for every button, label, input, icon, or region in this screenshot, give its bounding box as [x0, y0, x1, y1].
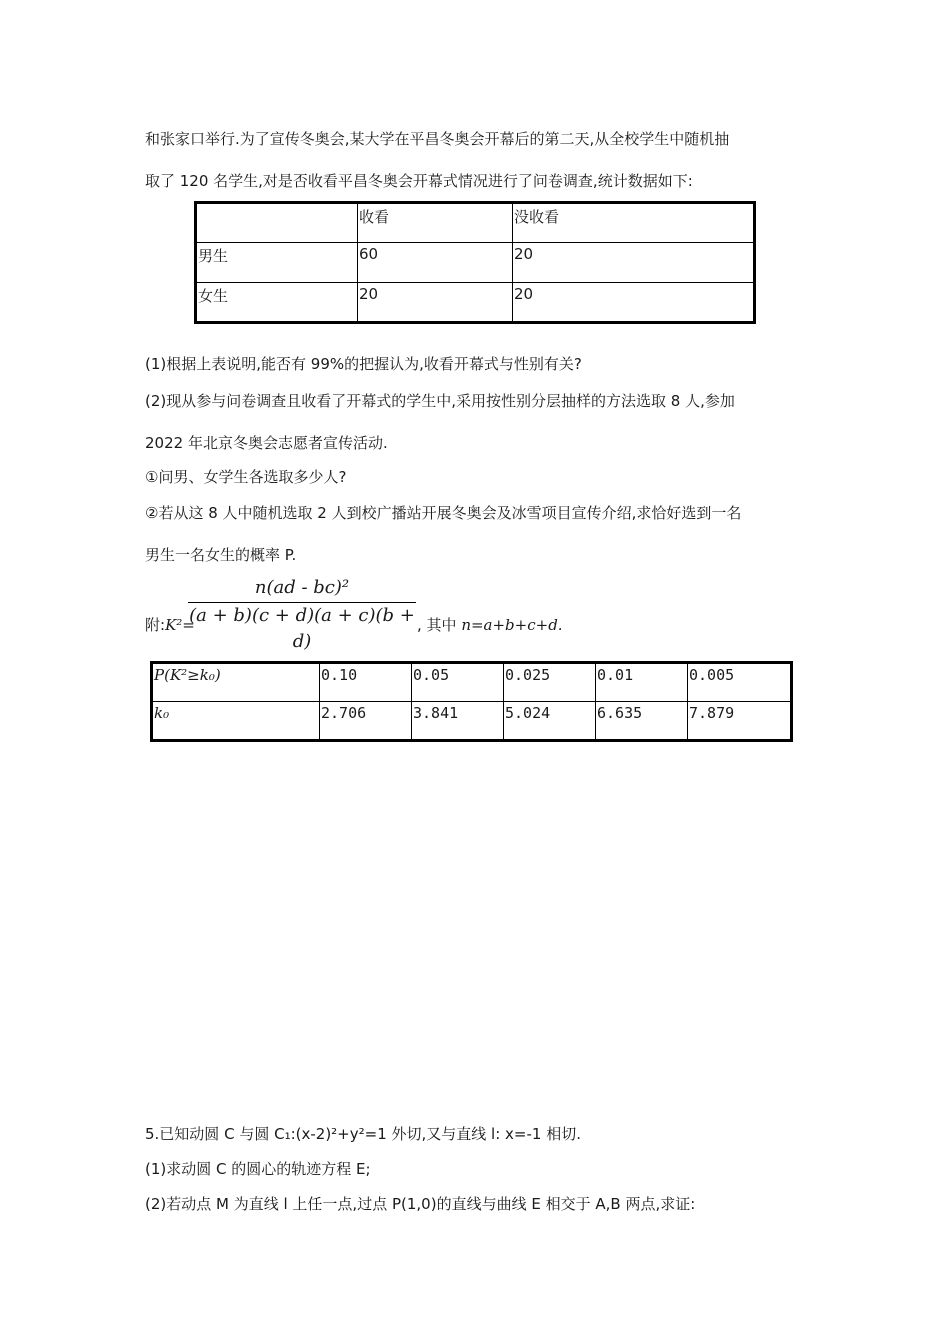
table-cell: 6.635 [596, 702, 688, 741]
formula-suffix [417, 614, 563, 635]
table-row [196, 283, 755, 323]
table-cell: 20 [358, 283, 513, 323]
formula-k2: K²= [165, 616, 195, 634]
table-cell: 收看 [358, 203, 513, 243]
question-2-line-2: 2022 年北京冬奥会志愿者宣传活动. [145, 434, 388, 452]
table-cell: 男生 [196, 243, 358, 283]
table-cell: 2.706 [320, 702, 412, 741]
table-cell: 0.01 [596, 663, 688, 702]
table-cell: 0.05 [412, 663, 504, 702]
table-cell: 0.005 [688, 663, 792, 702]
table-row [152, 663, 792, 702]
table-cell: 20 [513, 243, 755, 283]
table-cell: P(K²≥k₀) [152, 663, 320, 702]
table-cell [196, 203, 358, 243]
formula-fraction [188, 574, 416, 655]
question-2a: ①问男、女学生各选取多少人? [145, 468, 347, 486]
question-1: (1)根据上表说明,能否有 99%的把握认为,收看开幕式与性别有关? [145, 355, 582, 373]
problem-5-line-2: (1)求动圆 C 的圆心的轨迹方程 E; [145, 1160, 371, 1178]
survey-table [194, 201, 756, 324]
problem-5-line-1: 5.已知动圆 C 与圆 C₁:(x-2)²+y²=1 外切,又与直线 l: x=-1 相切. [145, 1125, 581, 1143]
formula-numerator: n(ad - bc)² [254, 577, 350, 598]
table-cell: 0.10 [320, 663, 412, 702]
table-cell: 5.024 [504, 702, 596, 741]
formula-prefix-text: 附: [145, 616, 166, 634]
critical-value-table [150, 661, 793, 742]
table-row [196, 243, 755, 283]
formula-denominator: (a + b)(c + d)(a + c)(b + d) [189, 605, 415, 652]
formula-suffix-text: , 其中 [417, 616, 462, 634]
table-cell: 60 [358, 243, 513, 283]
table-cell: 3.841 [412, 702, 504, 741]
table-cell: 0.025 [504, 663, 596, 702]
table-cell: 没收看 [513, 203, 755, 243]
table-cell: k₀ [152, 702, 320, 741]
question-2b-line-2: 男生一名女生的概率 P. [145, 546, 297, 564]
table-cell: 20 [513, 283, 755, 323]
problem-5-line-3: (2)若动点 M 为直线 l 上任一点,过点 P(1,0)的直线与曲线 E 相交于 A,B 两点,求证: [145, 1195, 696, 1213]
intro-line-2: 取了 120 名学生,对是否收看平昌冬奥会开幕式情况进行了问卷调查,统计数据如下: [145, 172, 693, 190]
table-cell: 女生 [196, 283, 358, 323]
question-2-line-1: (2)现从参与问卷调查且收看了开幕式的学生中,采用按性别分层抽样的方法选取 8 人,参加 [145, 392, 735, 410]
formula-where: n=a+b+c+d. [461, 616, 563, 634]
table-cell: 7.879 [688, 702, 792, 741]
table-row [196, 203, 755, 243]
table-row [152, 702, 792, 741]
question-2b-line-1: ②若从这 8 人中随机选取 2 人到校广播站开展冬奥会及冰雪项目宣传介绍,求恰好选到一名 [145, 504, 742, 522]
intro-line-1: 和张家口举行.为了宣传冬奥会,某大学在平昌冬奥会开幕后的第二天,从全校学生中随机抽 [145, 130, 730, 148]
